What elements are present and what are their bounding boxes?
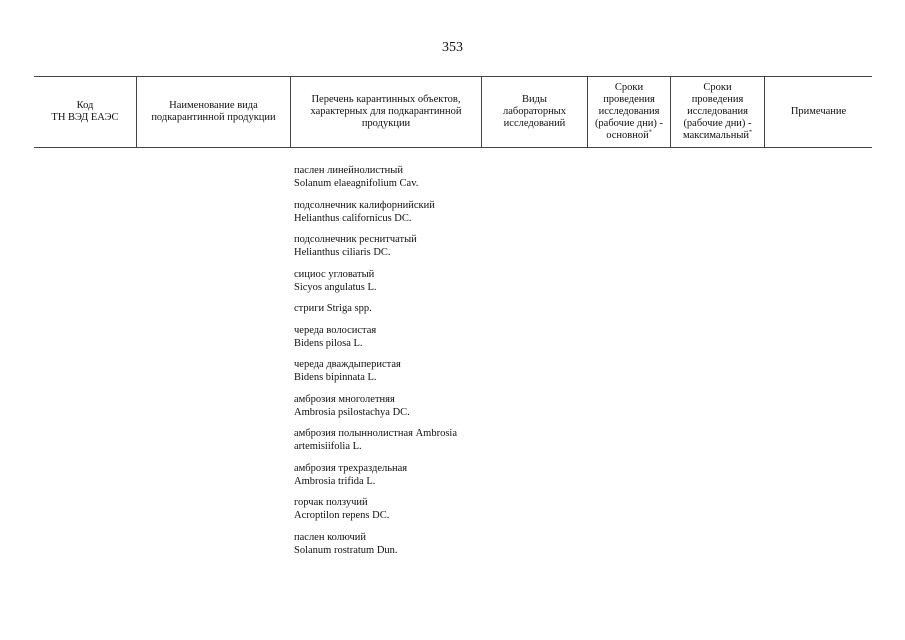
species-latin-name: artemisiifolia L. — [294, 441, 362, 452]
species-russian-name: сициос угловатый — [294, 268, 375, 280]
species-item — [294, 302, 494, 315]
header-note: Примечание — [790, 106, 847, 117]
species-latin-name: Bidens bipinnata L. — [294, 372, 377, 383]
species-russian-name: амброзия многолетняя — [294, 393, 395, 405]
species-latin-name: Solanum elaeagnifolium Cav. — [294, 178, 419, 189]
header-lab-research-types: Виды лабораторных исследований — [482, 77, 588, 147]
species-item — [294, 164, 494, 190]
species-latin-name: Helianthus ciliaris DC. — [294, 247, 391, 258]
species-russian-name: горчак ползучий — [294, 497, 368, 508]
species-latin-name: Solanum rostratum Dun. — [294, 544, 398, 556]
species-item — [294, 358, 494, 384]
page-number: 353 — [442, 40, 463, 55]
species-item — [294, 268, 494, 294]
species-item — [294, 496, 494, 522]
species-item — [294, 233, 494, 259]
species-item — [294, 531, 494, 557]
species-latin-name: Ambrosia psilostachya DC. — [294, 406, 410, 418]
header-term-basic: Сроки проведения исследования (рабочие дни) - основной* — [588, 77, 671, 147]
species-russian-name: подсолнечник реснитчатый — [294, 234, 417, 245]
species-item — [294, 324, 494, 350]
species-russian-name: паслен линейнолистный — [294, 165, 403, 176]
species-russian-name: амброзия трехраздельная — [294, 462, 408, 474]
header-quarantine-objects: Перечень карантинных объектов, характерных для подкарантинной продукции — [291, 77, 482, 147]
species-latin-name: Sicyos angulatus L. — [294, 281, 377, 293]
species-item — [294, 393, 494, 419]
header-code: Код ТН ВЭД ЕАЭС — [34, 77, 137, 147]
quarantine-species-list — [294, 164, 494, 565]
species-latin-name: Helianthus californicus DC. — [294, 212, 412, 224]
species-russian-name: подсолнечник калифорнийский — [294, 199, 435, 211]
species-russian-name: стриги Striga spp. — [294, 303, 372, 314]
species-russian-name: амброзия полыннолистная Ambrosia — [294, 428, 457, 439]
header-product-name: Наименование вида подкарантинной продукции — [137, 77, 291, 147]
species-item — [294, 199, 494, 225]
species-latin-name: Acroptilon repens DC. — [294, 510, 390, 521]
header-term-maximum: Сроки проведения исследования (рабочие дни) - максимальный* — [671, 77, 765, 147]
species-latin-name: Ambrosia trifida L. — [294, 475, 376, 487]
species-russian-name: череда волосистая — [294, 324, 377, 336]
species-russian-name: паслен колючий — [294, 531, 366, 543]
species-item — [294, 427, 494, 453]
species-russian-name: череда дваждыперистая — [294, 359, 401, 370]
species-latin-name: Bidens pilosa L. — [294, 337, 363, 349]
footnote-mark: * — [749, 129, 752, 136]
table-header — [34, 76, 872, 148]
species-item — [294, 462, 494, 488]
footnote-mark: * — [648, 129, 652, 136]
